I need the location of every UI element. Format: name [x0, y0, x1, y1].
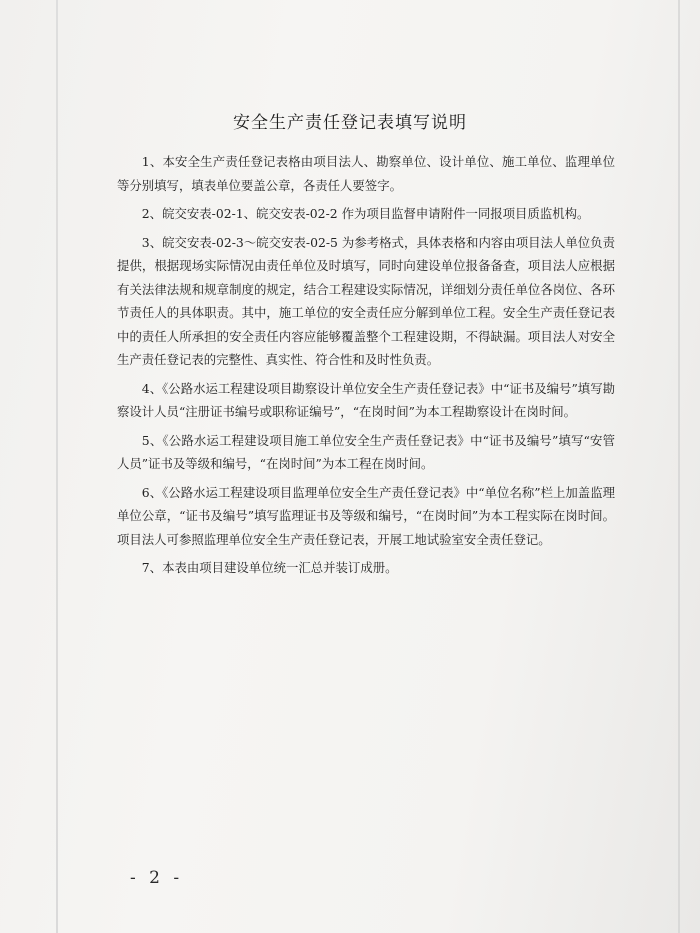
paragraph-4: 4、《公路水运工程建设项目勘察设计单位安全生产责任登记表》中“证书及编号”填写勘察设计人员“注册证书编号或职称证编号”，“在岗时间”为本工程勘察设计在岗时间。 — [117, 380, 615, 419]
paragraph-6: 6、《公路水运工程建设项目监理单位安全生产责任登记表》中“单位名称”栏上加盖监理单位公章，“证书及编号”填写监理证书及等级和编号，“在岗时间”为本工程实际在岗时间。项目法人可参照监理单位安全生产责任登记表，开展工地试验室安全责任登记。 — [117, 484, 615, 547]
document-body — [117, 150, 615, 585]
paragraph-5: 5、《公路水运工程建设项目施工单位安全生产责任登记表》中“证书及编号”填写“安管人员”证书及等级和编号，“在岗时间”为本工程在岗时间。 — [117, 432, 615, 471]
paragraph-3: 3、皖交安表-02-3～皖交安表-02-5 为参考格式，具体表格和内容由项目法人单位负责提供，根据现场实际情况由责任单位及时填写，同时向建设单位报备备查，项目法人应根据有关法律法规和规章制度的规定，结合工程建设实际情况，详细划分责任单位各岗位、各环节责任人的具体职责。其中，施工单位的安全责任应分解到单位工程。安全生产责任登记表中的责任人所承担的安全责任内容应能够覆盖整个工程建设期，不得缺漏。项目法人对安全生产责任登记表的完整性、真实性、符合性和及时性负责。 — [117, 234, 615, 367]
document-title: 安全生产责任登记表填写说明 — [233, 113, 467, 133]
paragraph-1: 1、本安全生产责任登记表格由项目法人、勘察单位、设计单位、施工单位、监理单位等分别填写，填表单位要盖公章，各责任人要签字。 — [117, 154, 615, 193]
page-fold-left — [56, 0, 58, 933]
page-number: - 2 - — [130, 868, 184, 888]
paragraph-2: 2、皖交安表-02-1、皖交安表-02-2 作为项目监督申请附件一同报项目质监机构。 — [141, 206, 590, 221]
paragraph-7: 7、本表由项目建设单位统一汇总并装订成册。 — [141, 560, 398, 575]
page-fold-right — [678, 0, 680, 933]
